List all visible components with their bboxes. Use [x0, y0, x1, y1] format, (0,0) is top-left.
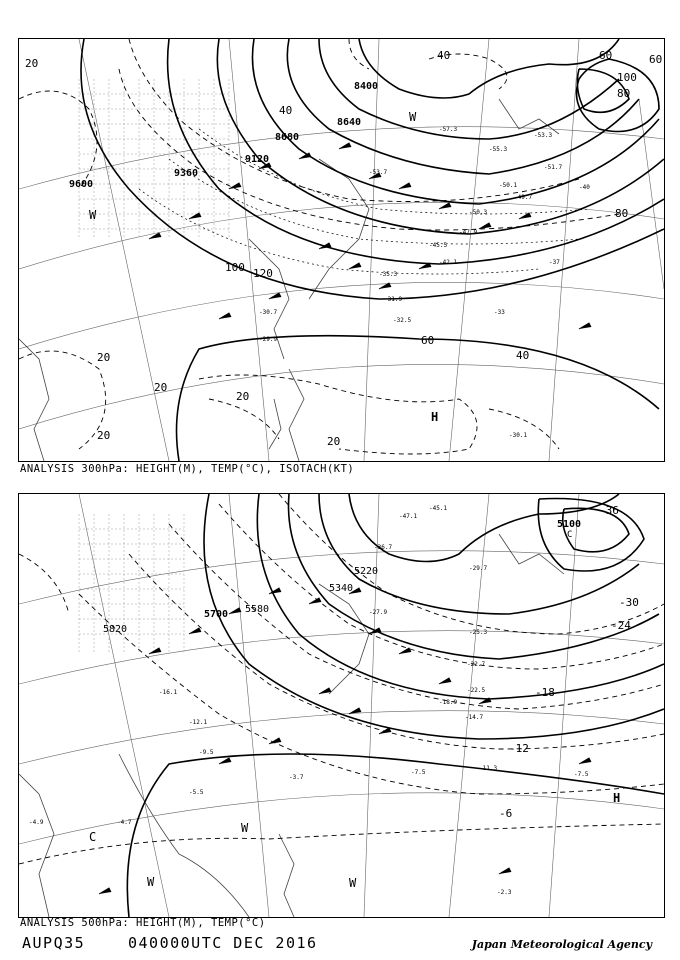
isotach-label: 20 — [97, 429, 111, 442]
temp-value: -22.7 — [467, 661, 486, 668]
height-label: 9360 — [174, 168, 199, 179]
chart-id: AUPQ35 — [22, 934, 86, 952]
height-label: 9120 — [245, 154, 270, 165]
temp-value: -47.9 — [459, 229, 478, 236]
cold-center-marker: C — [89, 830, 97, 844]
isotherm-label: -6 — [499, 807, 513, 820]
map-500hpa-canvas — [19, 494, 664, 917]
temp-value: -5.5 — [189, 789, 204, 796]
isotach-label: 40 — [516, 349, 530, 362]
isotach-label: 60 — [421, 334, 435, 347]
isotach-label: 40 — [437, 49, 451, 62]
isotherm-label: -18 — [535, 686, 555, 699]
temp-value: -35.3 — [379, 271, 398, 278]
isotach-label: 20 — [327, 435, 341, 448]
temp-value: -9.5 — [199, 749, 214, 756]
isotach-label: 20 — [154, 381, 168, 394]
isotach-label: 100 — [225, 261, 245, 274]
pressure-centers — [89, 530, 620, 890]
temp-value: -45.1 — [429, 505, 448, 512]
temp-value: -49.7 — [514, 194, 533, 201]
cold-center-marker: C — [567, 530, 573, 540]
isotherm-label: -36 — [599, 504, 619, 517]
isotach-label: 120 — [253, 267, 273, 280]
agency-name: Japan Meteorological Agency — [471, 938, 652, 951]
isotherm-contours — [19, 494, 664, 864]
isotach-label: 80 — [617, 87, 631, 100]
temp-value: -27.9 — [369, 609, 388, 616]
map-panel-500hpa — [18, 493, 665, 918]
map-panel-300hpa — [18, 38, 665, 462]
temp-value: -25.3 — [469, 629, 488, 636]
temp-value: -57.3 — [439, 126, 458, 133]
isotach-label: 60 — [599, 49, 613, 62]
warm-center-marker: W — [409, 110, 417, 124]
shaded-region — [79, 514, 184, 654]
temp-value: -32.5 — [393, 317, 412, 324]
temp-value: -45.5 — [429, 242, 448, 249]
temp-value: -7.5 — [574, 771, 589, 778]
height-labels — [103, 519, 581, 635]
temp-value: -4.7 — [117, 819, 132, 826]
temp-value: -16.1 — [159, 689, 178, 696]
temp-value: -33 — [494, 309, 505, 316]
isotach-label: 20 — [25, 57, 39, 70]
height-contours — [81, 39, 664, 461]
temp-value: -7.5 — [411, 769, 426, 776]
height-contours — [127, 494, 664, 917]
lat-lon-grid — [19, 39, 664, 461]
temp-value: -40 — [579, 184, 590, 191]
isotherm-label: -12 — [509, 742, 529, 755]
isotach-label: 20 — [236, 390, 250, 403]
height-label: 5700 — [204, 609, 229, 620]
isotach-label: 40 — [279, 104, 293, 117]
temp-value: -55.3 — [489, 146, 508, 153]
isotherm-label: -30 — [619, 596, 639, 609]
temp-value: -31.9 — [384, 296, 403, 303]
warm-center-marker: W — [147, 875, 155, 889]
isotherm-label: -24 — [611, 619, 631, 632]
temp-value: -53.3 — [534, 132, 553, 139]
temp-value: -3.7 — [289, 774, 304, 781]
map-300hpa-canvas — [19, 39, 664, 461]
temp-value: -29.7 — [469, 565, 488, 572]
isotach-contours — [19, 39, 619, 454]
height-label: 8680 — [275, 132, 300, 143]
temp-value: -22.5 — [467, 687, 486, 694]
height-label: 9600 — [69, 179, 94, 190]
height-label: 5580 — [245, 604, 270, 615]
isotach-label: 80 — [615, 207, 629, 220]
height-label: 5340 — [329, 583, 354, 594]
isotach-label: 20 — [97, 351, 111, 364]
temp-value: -4.9 — [29, 819, 44, 826]
lat-lon-grid — [19, 494, 664, 917]
temp-value: -42.1 — [439, 259, 458, 266]
temp-value: -30.7 — [259, 309, 278, 316]
isotach-label: 60 — [649, 53, 663, 66]
temp-value: -36.7 — [374, 544, 393, 551]
warm-center-marker: W — [241, 821, 249, 835]
warm-center-marker: W — [349, 876, 357, 890]
height-label: 5220 — [354, 566, 379, 577]
height-label: 5820 — [103, 624, 128, 635]
height-label: 5100 — [557, 519, 582, 530]
high-center-marker: H — [431, 410, 439, 424]
temp-value: -11.3 — [479, 765, 498, 772]
high-center-marker: H — [613, 791, 621, 805]
panel-caption-300hpa: ANALYSIS 300hPa: HEIGHT(M), TEMP(°C), ISOTACH(KT) — [20, 463, 355, 475]
isotach-label: 100 — [617, 71, 637, 84]
temp-value: -51.7 — [544, 164, 563, 171]
shaded-region — [79, 79, 229, 239]
temp-value: -50.1 — [499, 182, 518, 189]
panel-caption-500hpa: ANALYSIS 500hPa: HEIGHT(M), TEMP(°C) — [20, 917, 266, 929]
temp-value: -18.9 — [439, 699, 458, 706]
temp-value: -2.3 — [497, 889, 512, 896]
temp-value: -37 — [549, 259, 560, 266]
temp-value: -12.1 — [189, 719, 208, 726]
height-label: 8640 — [337, 117, 362, 128]
temp-value: -47.1 — [399, 513, 418, 520]
valid-time: 040000UTC DEC 2016 — [128, 934, 318, 952]
temp-value: -29.9 — [259, 336, 278, 343]
height-label: 8400 — [354, 81, 379, 92]
temp-value: -53.7 — [369, 169, 388, 176]
temp-value: -50.3 — [469, 209, 488, 216]
warm-center-marker: W — [89, 208, 97, 222]
coastline — [19, 534, 564, 917]
temp-value: -30.1 — [509, 432, 528, 439]
temp-value: -14.7 — [465, 714, 484, 721]
